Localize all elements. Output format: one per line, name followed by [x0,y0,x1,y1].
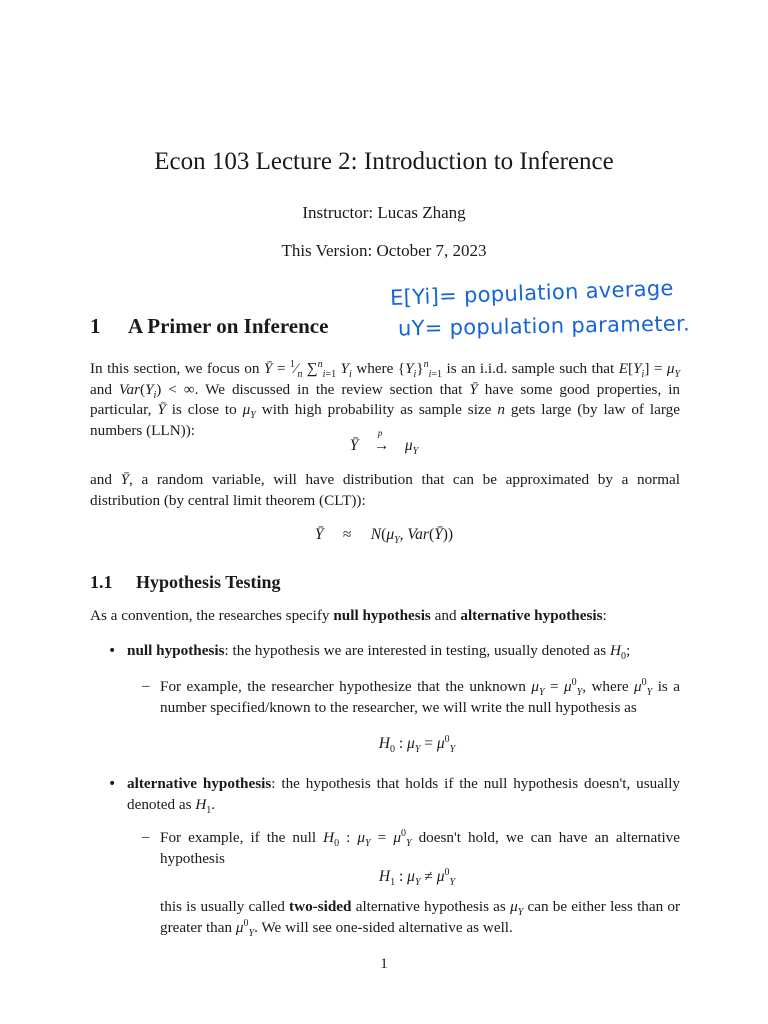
clt-paragraph: and Ȳ, a random variable, will have distribution that can be approximated by a normal distribution (by central limit theorem (CLT)): [90,471,681,509]
document-title: Econ 103 Lecture 2: Introduction to Inference [154,148,614,175]
dash-alt-example: – [142,829,150,845]
section-number: 1 [90,314,101,338]
handwritten-note-2: uY= population parameter. [397,311,691,341]
null-example: For example, the researcher hypothesize that the unknown $\mu_Y = \mu^0_Y$, where $\mu^0_Y$ is a number specified/known to the researcher, we will write the null hypothesis as [160,676,681,716]
section-title: A Primer on Inference [128,314,329,338]
instructor-line: Instructor: Lucas Zhang [302,203,466,222]
dash-null-example: – [142,678,150,694]
alternative-hypothesis-equation: $H_1$ : $\mu_Y \ne \mu^0_Y$ [378,866,456,889]
convention-paragraph: As a convention, the researches specify null hypothesis and alternative hypothesis: [90,607,607,624]
subsection-title: Hypothesis Testing [136,572,281,592]
alternative-example: For example, if the null $H_0$ : $\mu_Y = \mu^0_Y$ doesn't hold, we can have an alternative hypothesis [160,827,680,867]
null-hypothesis-item: null hypothesis: the hypothesis we are interested in testing, usually denoted as $H_0$; [127,642,631,663]
null-hypothesis-equation: $H_0$ : $\mu_Y = \mu^0_Y$ [378,733,456,756]
clt-equation: Ȳ ≈ $N(\mu_Y$, Var(Ȳ)) [314,526,454,547]
bullet-alternative: • [108,776,117,792]
handwritten-note-1: E[Yi]= population average [389,276,675,310]
version-line: This Version: October 7, 2023 [281,241,487,260]
two-sided-paragraph: this is usually called two-sided alternative hypothesis as $\mu_Y$ can be either less than or greater than $\mu^0_Y$. We will see one-sided alternative as well. [160,898,681,939]
section-heading [90,314,328,339]
bullet-null: • [108,643,117,659]
subsection-heading [90,572,281,593]
lln-equation: Ȳ p → $\mu_Y$ [349,428,419,458]
intro-paragraph: In this section, we focus on Ȳ = $^1⁄_n$ ∑$^n_{i=1}$ $Y_i$ where $\{Y_i\}^n_{i=1}$ is an i.i.d. sample such that $E[Y_i] = \mu_Y$ and $Var(Y_i)$ < ∞. We discussed in the review section that Ȳ have some good properties, in particular, Ȳ is close to $\mu_Y$ with high probability as sample size n gets large (by law of large numbers (LLN)): [90,358,681,439]
subsection-number: 1.1 [90,572,113,592]
page-number: 1 [380,956,388,972]
alternative-hypothesis-item: alternative hypothesis: the hypothesis that holds if the null hypothesis doesn't, usually denoted as $H_1$. [127,775,681,816]
